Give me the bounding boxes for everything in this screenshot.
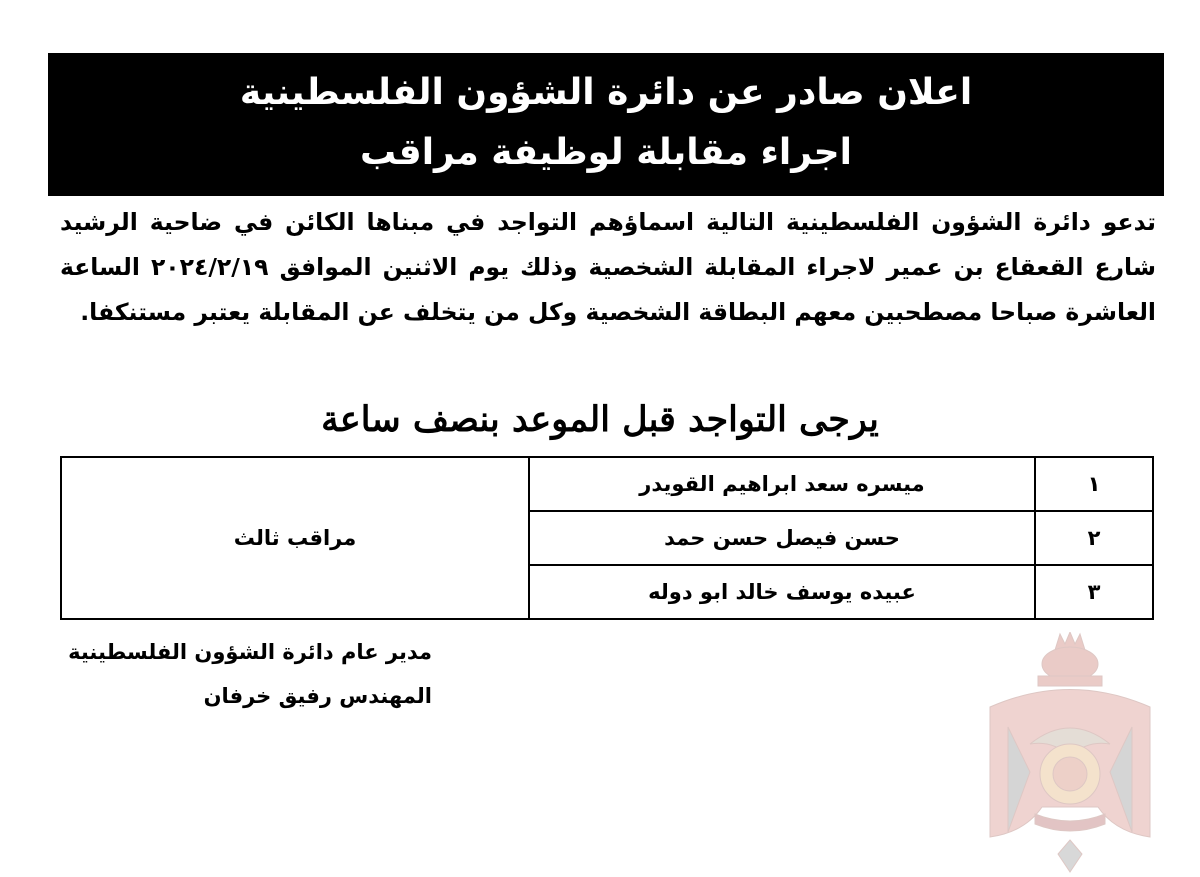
candidates-table: [60, 456, 1154, 620]
candidate-number: ١: [1035, 457, 1153, 511]
position-title: مراقب ثالث: [61, 457, 529, 619]
arrival-reminder: يرجى التواجد قبل الموعد بنصف ساعة: [321, 399, 879, 440]
candidate-name: حسن فيصل حسن حمد: [529, 511, 1035, 565]
announcement-subtitle: اجراء مقابلة لوظيفة مراقب: [360, 132, 852, 173]
signatory-name: المهندس رفيق خرفان: [203, 684, 432, 708]
candidate-number: ٣: [1035, 565, 1153, 619]
announcement-body: تدعو دائرة الشؤون الفلسطينية التالية اسماؤهم التواجد في مبناها الكائن في ضاحية الرشيد شارع القعقاع بن عمير لاجراء المقابلة الشخصية وذلك يوم الاثنين الموافق ٢٠٢٤/٢/١٩ الساعة العاشرة صباحا مصطحبين معهم البطاقة الشخصية وكل من يتخلف عن المقابلة يعتبر مستنكفا.: [60, 208, 1156, 326]
candidate-number: ٢: [1035, 511, 1153, 565]
candidate-name: ميسره سعد ابراهيم القويدر: [529, 457, 1035, 511]
coat-of-arms-icon: [980, 632, 1160, 877]
signatory-title: مدير عام دائرة الشؤون الفلسطينية: [68, 640, 432, 664]
signature-block: [62, 630, 432, 718]
candidate-name: عبيده يوسف خالد ابو دوله: [529, 565, 1035, 619]
table-row: [61, 457, 1153, 511]
announcement-header: [48, 53, 1164, 196]
announcement-title: اعلان صادر عن دائرة الشؤون الفلسطينية: [239, 72, 973, 113]
